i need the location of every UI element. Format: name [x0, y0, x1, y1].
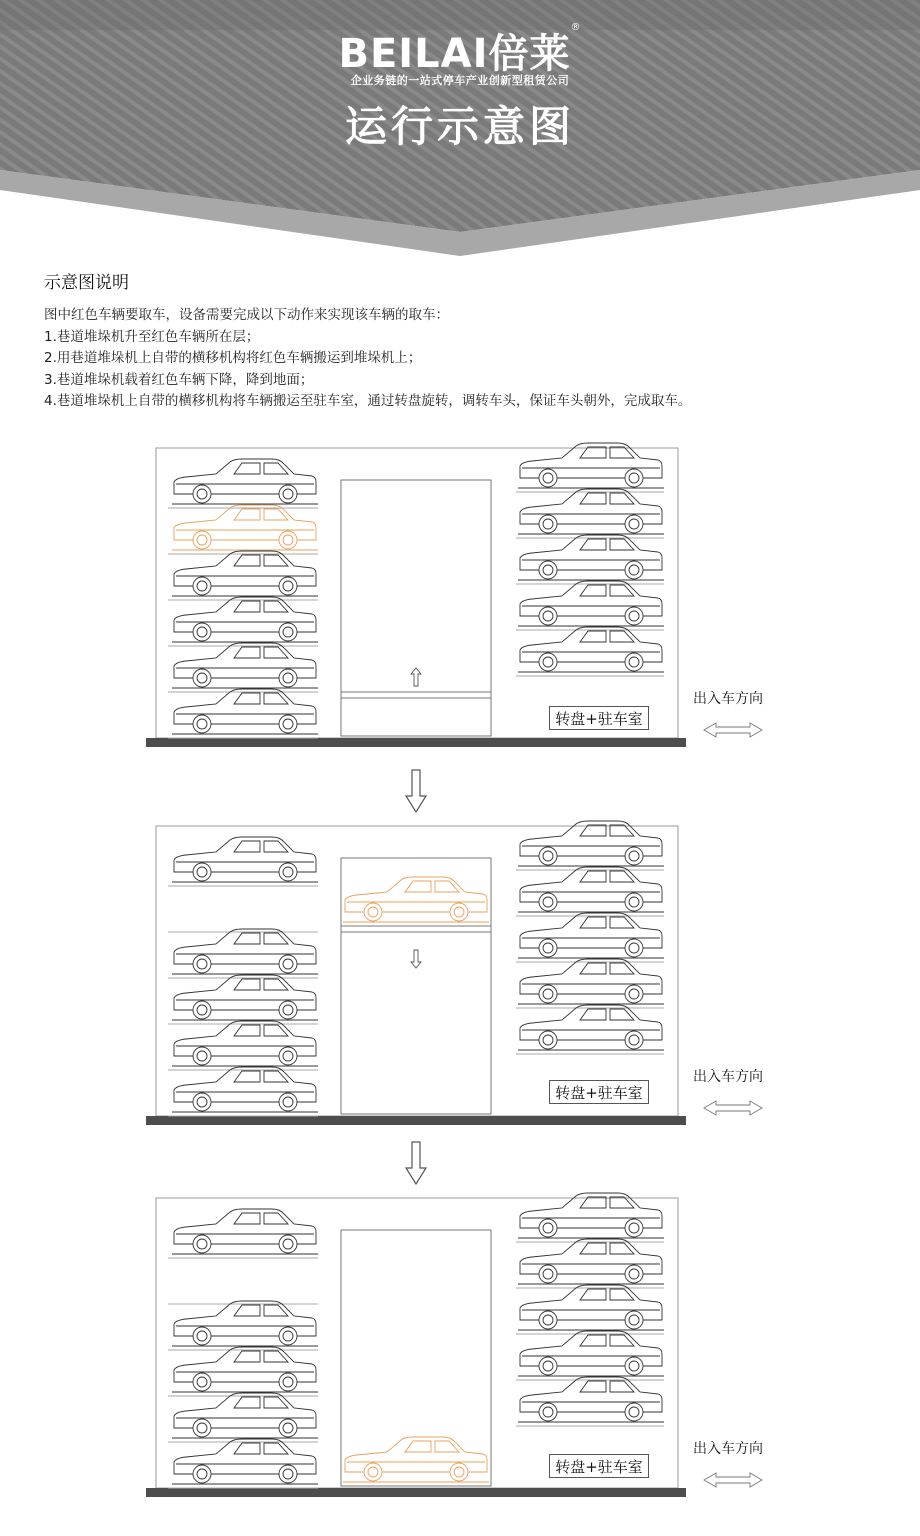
- description-line: 4.巷道堆垛机上自带的横移机构将车辆搬运至驻车室，通过转盘旋转，调转车头，保证车头朝外，完成取车。: [44, 393, 692, 409]
- lift-shaft: [341, 858, 491, 1114]
- room-label: 转盘+驻车室: [549, 1454, 649, 1478]
- exit-direction-label: 出入车方向: [693, 1441, 763, 1457]
- description-line: 2.用巷道堆垛机上自带的横移机构将红色车辆搬运到堆垛机上；: [44, 350, 422, 366]
- room-label: 转盘+驻车室: [549, 1080, 649, 1104]
- double-arrow-icon: [704, 1101, 762, 1115]
- description-line: 3.巷道堆垛机载着红色车辆下降，降到地面；: [44, 371, 314, 388]
- exit-direction-label: 出入车方向: [693, 1069, 763, 1085]
- ground-slab: [146, 738, 686, 747]
- stage-3-diagram: [0, 1190, 920, 1530]
- lift-shaft: [341, 1230, 491, 1486]
- header-banner: [0, 0, 920, 260]
- ground-slab: [146, 1488, 686, 1497]
- double-arrow-icon: [704, 723, 762, 737]
- brand-name: BEILAI倍莱: [338, 31, 571, 77]
- registered-mark: ®: [570, 22, 582, 33]
- ground-slab: [146, 1116, 686, 1125]
- brand-slogan: 企业务链的一站式停车产业创新型租赁公司: [350, 74, 570, 87]
- down-arrow-icon: [404, 1140, 428, 1186]
- stage-2-diagram: [0, 818, 920, 1158]
- stage-2-drawing: [0, 818, 920, 1158]
- exit-direction-label: 出入车方向: [693, 691, 763, 707]
- description-section: [44, 268, 884, 413]
- stage-1-diagram: [0, 440, 920, 780]
- description-line: 1.巷道堆垛机升至红色车辆所在层；: [44, 328, 260, 345]
- room-label: 转盘+驻车室: [549, 706, 649, 730]
- stage-3-drawing: [0, 1190, 920, 1530]
- brand-logo: [0, 22, 920, 79]
- description-line: 图中红色车辆要取车，设备需要完成以下动作来实现该车辆的取车：: [44, 307, 449, 323]
- double-arrow-icon: [704, 1473, 762, 1487]
- down-arrow-icon: [404, 768, 428, 814]
- stage-1-drawing: [0, 440, 920, 780]
- page-title: 运行示意图: [344, 102, 575, 151]
- description-heading: 示意图说明: [44, 273, 129, 293]
